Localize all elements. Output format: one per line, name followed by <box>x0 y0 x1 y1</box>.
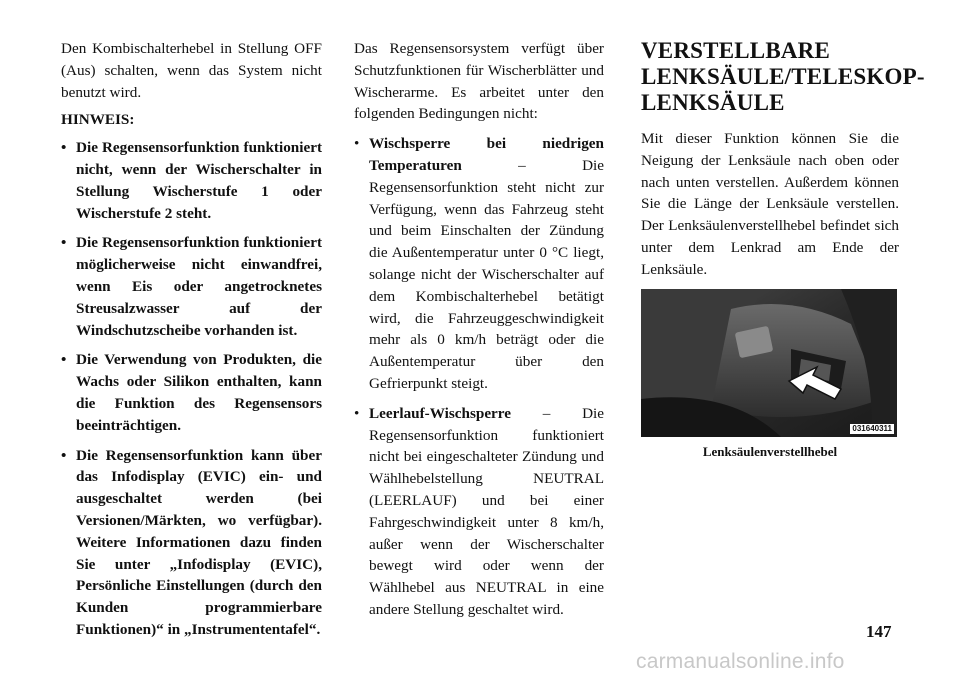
text-column-right <box>641 38 925 460</box>
figure-code: 031640311 <box>852 423 892 433</box>
section-heading: VERSTELLBARE LENKSÄULE/TELESKOP-LENKSÄULE <box>641 38 925 115</box>
page-number: 147 <box>866 622 892 641</box>
steering-column-photo <box>641 289 897 437</box>
text-column-left <box>61 38 322 649</box>
intro-paragraph: Den Kombischalterhebel in Stellung OFF (Aus) schalten, wenn das System nicht benutzt wird. <box>61 40 322 101</box>
condition-item <box>354 403 604 621</box>
condition-text: – Die Regensensorfunktion steht nicht zur Verfügung, wenn das Fahrzeug steht und beim Einschalten der Zündung die Außentemperatur unter 0 °C liegt, solange nicht der Wischerschalter auf dem Kombischalterhebel betätigt wird, die Fahrzeuggeschwindigkeit mehr als 0 km/h beträgt oder die Außentemperatur über den Gefrierpunkt steigt. <box>369 156 604 392</box>
condition-title: Wischsperre bei niedrigen Temperaturen <box>369 135 604 174</box>
text-column-middle <box>354 38 604 629</box>
section-paragraph: Mit dieser Funktion können Sie die Neigung der Lenksäule nach oben oder nach unten verstellen. Außerdem können Sie die Länge der Lenksäule verstellen. Der Lenksäulenverstellhebel befindet sich unter dem Lenkrad am Ende der Lenksäule. <box>641 130 899 278</box>
steering-column-illustration <box>641 289 897 437</box>
note-heading: HINWEIS: <box>61 111 135 129</box>
note-list <box>61 137 322 641</box>
figure-caption: Lenksäulenverstellhebel <box>702 443 838 459</box>
note-item: • Die Verwendung von Produkten, die Wachs oder Silikon enthalten, kann die Funktion des Regensensors beeinträchtigen. <box>61 349 322 436</box>
condition-item <box>354 133 604 395</box>
note-item: • Die Regensensorfunktion funktioniert möglicherweise nicht einwandfrei, wenn Eis oder angetrocknetes Streusalzwasser auf der Windschutzscheibe vorhanden ist. <box>61 232 322 341</box>
condition-text: – Die Regensensorfunktion funktioniert nicht bei eingeschalteter Zündung und Wählhebelstellung NEUTRAL (LEERLAUF) und bei einer Fahrgeschwindigkeit unter 8 km/h, außer wenn der Wischerschalter bewegt wird oder wenn der Wählhebel aus NEUTRAL in eine andere Stellung geschaltet wird. <box>369 404 604 618</box>
note-item: • Die Regensensorfunktion funktioniert nicht, wenn der Wischerschalter in Stellung Wischerstufe 1 oder Wischerstufe 2 steht. <box>61 137 322 224</box>
condition-title: Leerlauf-Wischsperre <box>369 404 512 422</box>
intro-paragraph: Das Regensensorsystem verfügt über Schutzfunktionen für Wischerblätter und Wischerarme. Es arbeitet unter den folgenden Bedingungen nicht: <box>354 40 604 123</box>
watermark: carmanualsonline.info <box>636 650 845 673</box>
condition-list <box>354 133 604 621</box>
note-item: • Die Regensensorfunktion kann über das Infodisplay (EVIC) ein- und ausgeschaltet werden (bei Versionen/Märkten, wo verfügbar). Weitere Informationen dazu finden Sie unter „Infodisplay (EVIC), Persönliche Einstellungen (durch den Kunden programmierbare Funktionen)“ in „Instrumententafel“. <box>61 445 322 641</box>
